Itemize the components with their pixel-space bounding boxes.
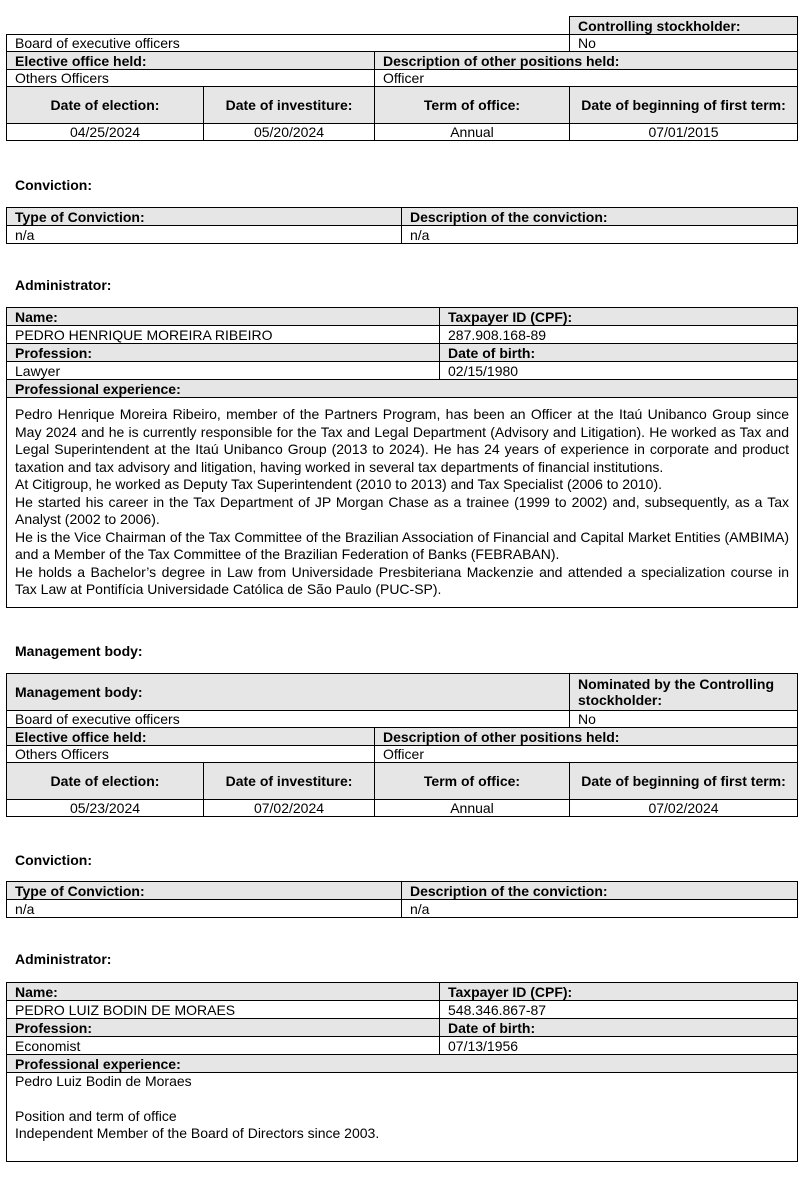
- experience-position: Independent Member of the Board of Directors since 2003.: [15, 1125, 380, 1141]
- term-office-value: Annual: [375, 800, 570, 817]
- cpf-value: 548.346.867-87: [440, 1001, 798, 1019]
- administrator-table-2: [6, 982, 798, 1162]
- profession-value: Lawyer: [7, 362, 440, 380]
- controlling-stockholder-value: No: [570, 35, 798, 52]
- date-investiture-value: 05/20/2024: [204, 124, 375, 141]
- term-office-label: Term of office:: [375, 763, 570, 800]
- management-body-table-1: [6, 16, 798, 141]
- management-body-heading: Management body:: [15, 643, 143, 659]
- other-positions-value: Officer: [375, 70, 798, 87]
- conviction-heading-1: Conviction:: [15, 177, 92, 193]
- term-office-value: Annual: [375, 124, 570, 141]
- experience-paragraph: He is the Vice Chairman of the Tax Committee of the Brazilian Association of Financial and Capital Market Entities (AMBIMA) and a Member of the Tax Committee of the Brazilian Federation of Banks (FEBRABAN).: [15, 528, 789, 563]
- first-term-label: Date of beginning of first term:: [570, 87, 798, 124]
- conviction-type-value: n/a: [7, 226, 402, 244]
- elective-office-value: Others Officers: [7, 746, 375, 763]
- conviction-desc-label: Description of the conviction:: [402, 208, 798, 226]
- management-body-value: Board of executive officers: [7, 711, 570, 728]
- elective-office-label: Elective office held:: [7, 52, 375, 70]
- other-positions-label: Description of other positions held:: [375, 728, 798, 746]
- name-label: Name:: [7, 308, 440, 326]
- dob-value: 07/13/1956: [440, 1037, 798, 1055]
- experience-paragraph: He holds a Bachelor’s degree in Law from Universidade Presbiteriana Mackenzie and attended a specialization course in Tax Law at Pontifícia Universidade Católica de São Paulo (PUC-SP).: [15, 563, 789, 598]
- name-value: PEDRO LUIZ BODIN DE MORAES: [7, 1001, 440, 1019]
- date-investiture-value: 07/02/2024: [204, 800, 375, 817]
- other-positions-label: Description of other positions held:: [375, 52, 798, 70]
- nominated-value: No: [570, 711, 798, 728]
- profession-value: Economist: [7, 1037, 440, 1055]
- name-label: Name:: [7, 983, 440, 1001]
- administrator-table-1: [6, 307, 798, 608]
- experience-label: Professional experience:: [7, 1055, 798, 1073]
- elective-office-label: Elective office held:: [7, 728, 375, 746]
- nominated-label: Nominated by the Controlling stockholder:: [570, 674, 798, 711]
- date-election-label: Date of election:: [7, 87, 204, 124]
- conviction-type-label: Type of Conviction:: [7, 208, 402, 226]
- elective-office-value: Others Officers: [7, 70, 375, 87]
- experience-paragraph: At Citigroup, he worked as Deputy Tax Superintendent (2010 to 2013) and Tax Specialist (2006 to 2010).: [15, 476, 663, 493]
- other-positions-value: Officer: [375, 746, 798, 763]
- experience-label: Professional experience:: [7, 380, 798, 398]
- name-value: PEDRO HENRIQUE MOREIRA RIBEIRO: [7, 326, 440, 344]
- date-investiture-label: Date of investiture:: [204, 87, 375, 124]
- conviction-desc-value: n/a: [402, 900, 798, 918]
- mgmt-body-label: Management body:: [7, 674, 570, 711]
- controlling-stockholder-label: Controlling stockholder:: [570, 17, 798, 35]
- experience-text: [7, 398, 798, 608]
- experience-paragraph: Pedro Henrique Moreira Ribeiro, member of the Partners Program, has been an Officer at the Itaú Unibanco Group since May 2024 and he is currently responsible for the Tax and Legal Department (Advisory and Litigation). He worked as Tax and Legal Superintendent at the Itaú Unibanco Group (2013 to 2024). He has 24 years of experience in corporate and product taxation and tax advisory and litigation, having worked in several tax departments of financial institutions.: [15, 406, 789, 475]
- date-election-value: 05/23/2024: [7, 800, 204, 817]
- cpf-value: 287.908.168-89: [440, 326, 798, 344]
- experience-text: [7, 1073, 798, 1162]
- administrator-heading-2: Administrator:: [15, 951, 112, 967]
- date-election-value: 04/25/2024: [7, 124, 204, 141]
- conviction-table-1: [6, 207, 798, 244]
- profession-label: Profession:: [7, 344, 440, 362]
- cpf-label: Taxpayer ID (CPF):: [440, 308, 798, 326]
- first-term-label: Date of beginning of first term:: [570, 763, 798, 800]
- conviction-heading-2: Conviction:: [15, 852, 92, 868]
- experience-paragraph: He started his career in the Tax Department of JP Morgan Chase as a trainee (1999 to 2002) and, subsequently, as a Tax Analyst (2002 to 2006).: [15, 493, 789, 528]
- conviction-type-value: n/a: [7, 900, 402, 918]
- first-term-value: 07/02/2024: [570, 800, 798, 817]
- profession-label: Profession:: [7, 1019, 440, 1037]
- date-investiture-label: Date of investiture:: [204, 763, 375, 800]
- experience-name: Pedro Luiz Bodin de Moraes: [15, 1073, 192, 1089]
- conviction-type-label: Type of Conviction:: [7, 882, 402, 900]
- date-election-label: Date of election:: [7, 763, 204, 800]
- dob-label: Date of birth:: [440, 1019, 798, 1037]
- cpf-label: Taxpayer ID (CPF):: [440, 983, 798, 1001]
- conviction-desc-value: n/a: [402, 226, 798, 244]
- dob-value: 02/15/1980: [440, 362, 798, 380]
- conviction-desc-label: Description of the conviction:: [402, 882, 798, 900]
- dob-label: Date of birth:: [440, 344, 798, 362]
- management-body-value: Board of executive officers: [7, 35, 570, 52]
- conviction-table-2: [6, 881, 798, 918]
- term-office-label: Term of office:: [375, 87, 570, 124]
- first-term-value: 07/01/2015: [570, 124, 798, 141]
- experience-position-heading: Position and term of office: [15, 1107, 177, 1124]
- management-body-table-2: [6, 673, 798, 817]
- administrator-heading-1: Administrator:: [15, 277, 112, 293]
